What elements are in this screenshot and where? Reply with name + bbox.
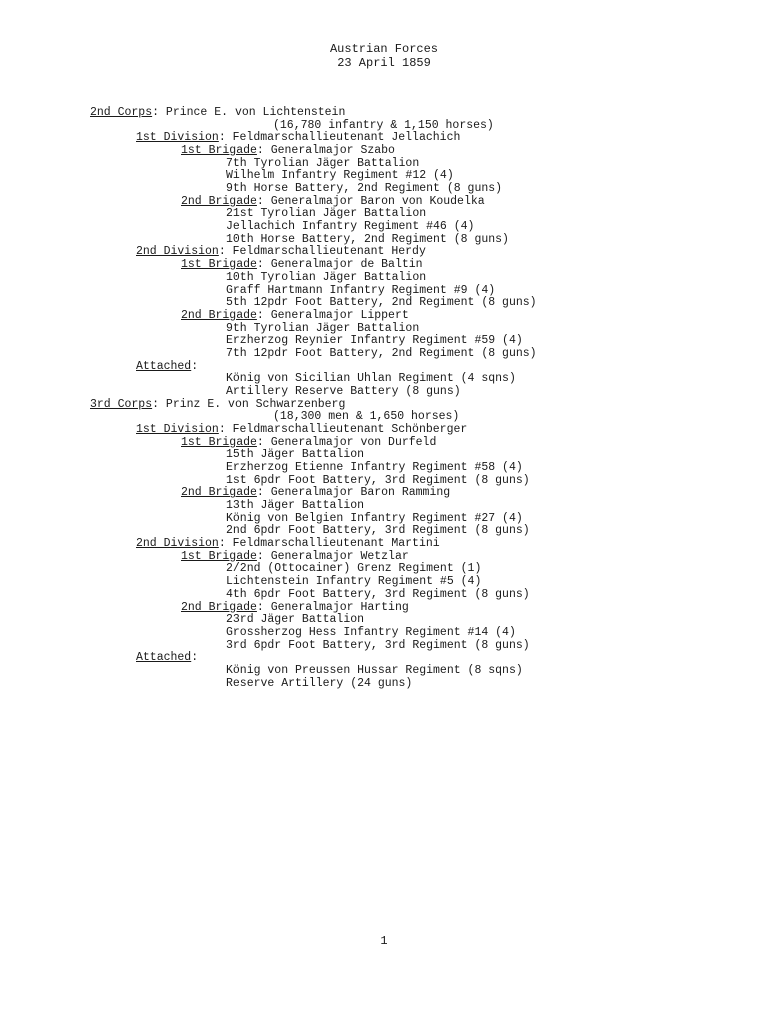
line-text: Lichtenstein Infantry Regiment #5 (4) [226,575,482,589]
unit-line [226,626,516,639]
brigade-line [181,486,450,499]
brigade-line [181,258,423,271]
line-text: 9th Horse Battery, 2nd Regiment (8 guns) [226,182,503,196]
line-text: 5th 12pdr Foot Battery, 2nd Regiment (8 guns) [226,296,537,310]
unit-line [226,613,364,626]
unit-line [226,233,509,246]
line-text: 4th 6pdr Foot Battery, 3rd Regiment (8 guns) [226,587,530,601]
unit-line [226,677,412,690]
line-text: Artillery Reserve Battery (8 guns) [226,384,461,398]
line-text: 7th 12pdr Foot Battery, 2nd Regiment (8 guns) [226,346,537,360]
line-text: König von Belgien Infantry Regiment #27 (4) [226,511,523,525]
line-text: : Generalmajor de Baltin [256,258,423,272]
division-line [136,131,460,144]
corps-line [90,398,345,411]
unit-line [226,220,474,233]
line-text: : Feldmarschallieutenant Martini [218,537,440,551]
unit-line [226,296,537,309]
line-text: (18,300 men & 1,650 horses) [273,410,460,424]
division-line [136,423,467,436]
line-text: : Feldmarschallieutenant Herdy [218,245,426,259]
line-text: 3rd 6pdr Foot Battery, 3rd Regiment (8 guns) [226,638,530,652]
heading-label: 1st Division [136,131,219,145]
heading-label: 2nd Division [136,537,219,551]
line-text: : Generalmajor Lippert [256,308,409,322]
line-text: 15th Jäger Battalion [226,448,365,462]
line-text: Grossherzog Hess Infantry Regiment #14 (4) [226,625,516,639]
line-text: Graff Hartmann Infantry Regiment #9 (4) [226,283,496,297]
document-title: Austrian Forces [329,42,439,56]
line-text: : Generalmajor Szabo [256,144,395,158]
unit-line [226,524,530,537]
unit-line [226,169,454,182]
line-text: Erzherzog Etienne Infantry Regiment #58 (4) [226,461,523,475]
line-text: Jellachich Infantry Regiment #46 (4) [226,220,475,234]
line-text: : [191,651,199,665]
division-line [136,360,198,373]
heading-label: 1st Brigade [181,435,257,449]
line-text: : [191,359,199,373]
strength-line [273,410,459,423]
line-text: : Feldmarschallieutenant Jellachich [218,131,461,145]
division-line [136,651,198,664]
unit-line [226,284,495,297]
brigade-line [181,436,436,449]
heading-label: 2nd Brigade [181,486,257,500]
line-text: Wilhelm Infantry Regiment #12 (4) [226,169,454,183]
line-text: : Feldmarschallieutenant Schönberger [218,423,468,436]
unit-line [226,639,530,652]
line-text: : Generalmajor Harting [256,600,409,614]
line-text: 2/2nd (Ottocainer) Grenz Regiment (1) [226,562,482,576]
unit-line [226,322,419,335]
unit-line [226,372,516,385]
page-number: 1 [380,934,388,948]
line-text: König von Sicilian Uhlan Regiment (4 sqns) [226,372,516,386]
heading-label: Attached [136,651,192,665]
line-text: : Prince E. von Lichtenstein [152,106,346,119]
document-header [0,42,768,70]
heading-label: 2nd Brigade [181,600,257,614]
heading-label: 1st Brigade [181,144,257,158]
line-text: 9th Tyrolian Jäger Battalion [226,321,420,335]
heading-label: 1st Brigade [181,258,257,272]
unit-line [226,347,537,360]
unit-line [226,562,481,575]
heading-label: 2nd Corps [90,106,153,119]
line-text: Erzherzog Reynier Infantry Regiment #59 (4) [226,334,523,348]
unit-line [226,207,426,220]
unit-line [226,575,481,588]
unit-line [226,499,364,512]
line-text: 10th Horse Battery, 2nd Regiment (8 guns) [226,232,509,246]
unit-line [226,157,419,170]
heading-label: Attached [136,359,192,373]
line-text: König von Preussen Hussar Regiment (8 sqns) [226,663,523,677]
brigade-line [181,195,485,208]
heading-label: 1st Brigade [181,549,257,563]
heading-label: 2nd Division [136,245,219,259]
line-text: Reserve Artillery (24 guns) [226,676,413,690]
unit-line [226,385,461,398]
line-text: (16,780 infantry & 1,150 horses) [273,118,494,132]
unit-line [226,474,530,487]
line-text: 10th Tyrolian Jäger Battalion [226,270,427,284]
unit-line [226,588,530,601]
line-text: : Generalmajor Baron von Koudelka [256,194,485,208]
unit-line [226,512,523,525]
line-text: : Prinz E. von Schwarzenberg [152,397,346,411]
line-text: : Generalmajor Baron Ramming [256,486,451,500]
brigade-line [181,550,409,563]
heading-label: 1st Division [136,423,219,436]
line-text: 13th Jäger Battalion [226,499,365,513]
unit-line [226,334,523,347]
division-line [136,537,440,550]
heading-label: 2nd Brigade [181,308,257,322]
unit-line [226,664,523,677]
line-text: 2nd 6pdr Foot Battery, 3rd Regiment (8 guns) [226,524,530,538]
unit-line [226,448,364,461]
heading-label: 2nd Brigade [181,194,257,208]
line-text: 23rd Jäger Battalion [226,613,365,627]
line-text: 7th Tyrolian Jäger Battalion [226,156,420,170]
brigade-line [181,601,409,614]
corps-line [90,106,345,119]
document-date: 23 April 1859 [337,56,431,70]
line-text: : Generalmajor von Durfeld [256,435,437,449]
unit-line [226,182,502,195]
line-text: 1st 6pdr Foot Battery, 3rd Regiment (8 guns) [226,473,530,487]
heading-label: 3rd Corps [90,397,153,411]
brigade-line [181,309,409,322]
strength-line [273,119,494,132]
division-line [136,245,426,258]
line-text: 21st Tyrolian Jäger Battalion [226,207,427,221]
unit-line [226,271,426,284]
unit-line [226,461,523,474]
line-text: : Generalmajor Wetzlar [256,549,409,563]
brigade-line [181,144,395,157]
